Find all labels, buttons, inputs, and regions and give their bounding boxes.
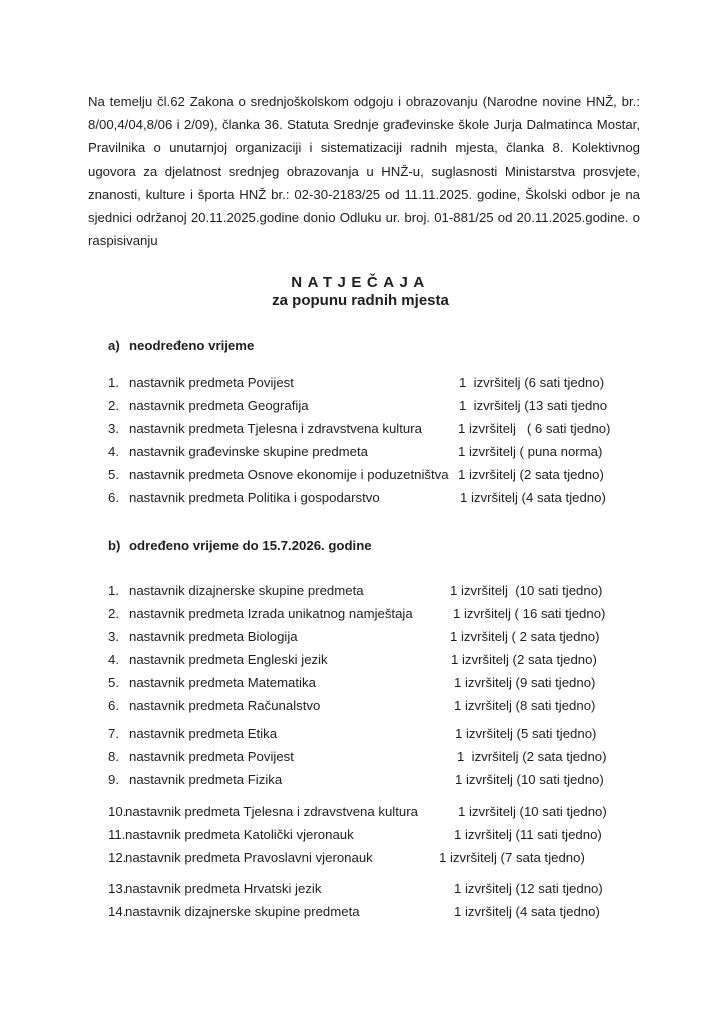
- item-position: nastavnik predmeta Izrada unikatnog namještaja: [129, 606, 413, 621]
- item-position: nastavnik predmeta Hrvatski jezik: [125, 881, 322, 896]
- item-position: nastavnik predmeta Politika i gospodarstvo: [129, 490, 380, 505]
- document-title: NATJEČAJA: [291, 274, 430, 291]
- item-position: nastavnik predmeta Povijest: [129, 375, 294, 390]
- item-position: nastavnik predmeta Osnove ekonomije i poduzetništva: [129, 467, 449, 482]
- item-allocation: 1 izvršitelj (10 sati tjedno): [458, 804, 607, 819]
- item-allocation: 1 izvršitelj (2 sata tjedno): [458, 467, 604, 482]
- item-allocation: 1 izvršitelj (7 sata tjedno): [439, 850, 585, 865]
- list-item: [108, 465, 628, 485]
- item-allocation: 1 izvršitelj (8 sati tjedno): [454, 698, 596, 713]
- item-number: 14.: [108, 904, 127, 919]
- item-number: 12.: [108, 850, 127, 865]
- item-number: 4.: [108, 652, 119, 667]
- item-number: 10.: [108, 804, 127, 819]
- item-allocation: 1 izvršitelj (11 sati tjedno): [454, 827, 602, 842]
- item-number: 1.: [108, 583, 119, 598]
- item-number: 13.: [108, 881, 127, 896]
- item-position: nastavnik dizajnerske skupine predmeta: [125, 904, 360, 919]
- list-item: [108, 581, 628, 601]
- section-title: određeno vrijeme do 15.7.2026. godine: [129, 538, 372, 553]
- section-heading-a: [108, 338, 254, 353]
- item-allocation: 1 izvršitelj (2 sata tjedno): [457, 749, 607, 764]
- item-position: nastavnik predmeta Povijest: [129, 749, 294, 764]
- item-number: 3.: [108, 629, 119, 644]
- list-item: [108, 770, 628, 790]
- item-position: nastavnik građevinske skupine predmeta: [129, 444, 368, 459]
- list-item: [108, 442, 628, 462]
- item-allocation: 1 izvršitelj (4 sata tjedno): [454, 904, 600, 919]
- item-position: nastavnik predmeta Računalstvo: [129, 698, 321, 713]
- list-item: [108, 879, 628, 899]
- section-marker: a): [108, 338, 120, 353]
- item-number: 9.: [108, 772, 119, 787]
- list-item: [108, 673, 628, 693]
- item-allocation: 1 izvršitelj ( puna norma): [458, 444, 603, 459]
- item-allocation: 1 izvršitelj (10 sati tjedno): [455, 772, 604, 787]
- item-allocation: 1 izvršitelj (9 sati tjedno): [454, 675, 596, 690]
- list-item: [108, 396, 628, 416]
- section-title: neodređeno vrijeme: [129, 338, 255, 353]
- item-position: nastavnik predmeta Pravoslavni vjeronauk: [125, 850, 373, 865]
- item-number: 4.: [108, 444, 119, 459]
- item-allocation: 1 izvršitelj (5 sati tjedno): [455, 726, 597, 741]
- item-number: 3.: [108, 421, 119, 436]
- item-number: 8.: [108, 749, 119, 764]
- section-heading-b: [108, 538, 372, 553]
- item-position: nastavnik predmeta Matematika: [129, 675, 316, 690]
- item-position: nastavnik predmeta Engleski jezik: [129, 652, 328, 667]
- item-number: 2.: [108, 398, 119, 413]
- document-subtitle: za popunu radnih mjesta: [272, 292, 449, 309]
- list-item: [108, 696, 628, 716]
- list-item: [108, 627, 628, 647]
- item-allocation: 1 izvršitelj (10 sati tjedno): [450, 583, 603, 598]
- list-item: [108, 604, 628, 624]
- item-number: 1.: [108, 375, 119, 390]
- item-number: 6.: [108, 490, 119, 505]
- item-position: nastavnik predmeta Etika: [129, 726, 278, 741]
- item-number: 11.: [108, 827, 126, 842]
- item-allocation: 1 izvršitelj (13 sati tjedno: [459, 398, 608, 413]
- item-allocation: 1 izvršitelj (4 sata tjedno): [460, 490, 606, 505]
- item-position: nastavnik predmeta Geografija: [129, 398, 309, 413]
- list-item: [108, 848, 628, 868]
- item-allocation: 1 izvršitelj ( 2 sata tjedno): [450, 629, 600, 644]
- item-position: nastavnik predmeta Tjelesna i zdravstvena kultura: [129, 421, 422, 436]
- item-position: nastavnik dizajnerske skupine predmeta: [129, 583, 364, 598]
- item-allocation: 1 izvršitelj ( 16 sati tjedno): [453, 606, 606, 621]
- list-item: [108, 724, 628, 744]
- list-item: [108, 373, 628, 393]
- list-item: [108, 419, 628, 439]
- item-number: 5.: [108, 467, 119, 482]
- list-item: [108, 902, 628, 922]
- item-number: 2.: [108, 606, 119, 621]
- item-position: nastavnik predmeta Fizika: [129, 772, 283, 787]
- list-item: [108, 650, 628, 670]
- item-allocation: 1 izvršitelj (12 sati tjedno): [454, 881, 603, 896]
- item-position: nastavnik predmeta Tjelesna i zdravstvena kultura: [125, 804, 418, 819]
- item-number: 5.: [108, 675, 119, 690]
- item-position: nastavnik predmeta Katolički vjeronauk: [125, 827, 354, 842]
- item-number: 7.: [108, 726, 119, 741]
- list-item: [108, 825, 628, 845]
- item-position: nastavnik predmeta Biologija: [129, 629, 298, 644]
- intro-paragraph: Na temelju čl.62 Zakona o srednjoškolskom odgoju i obrazovanju (Narodne novine HNŽ, br.: 8/00,4/04,8/06 i 2/09), članka 36. Statuta Srednje građevinske škole Jurja Dalmatinca Mostar, Pravilnika o unutarnjoj organizaciji i sistematizaciji radnih mjesta, članka 8. Kolektivnog ugovora za djelatnost srednjeg obrazovanja u HNŽ-u, suglasnosti Ministarstva prosvjete, znanosti, kulture i športa HNŽ br.: 02-30-2183/25 od 11.11.2025. godine, Školski odbor je na sjednici održanoj 20.11.2025.godine donio Odluku ur. broj. 01-881/25 od 20.11.2025.godine. o raspisivanju: [88, 94, 640, 249]
- section-marker: b): [108, 538, 121, 553]
- item-allocation: 1 izvršitelj (2 sata tjedno): [451, 652, 597, 667]
- list-item: [108, 747, 628, 767]
- title-block: [0, 274, 721, 310]
- item-allocation: 1 izvršitelj (6 sati tjedno): [459, 375, 605, 390]
- item-number: 6.: [108, 698, 119, 713]
- item-allocation: 1 izvršitelj ( 6 sati tjedno): [458, 421, 611, 436]
- list-item: [108, 488, 628, 508]
- list-item: [108, 802, 628, 822]
